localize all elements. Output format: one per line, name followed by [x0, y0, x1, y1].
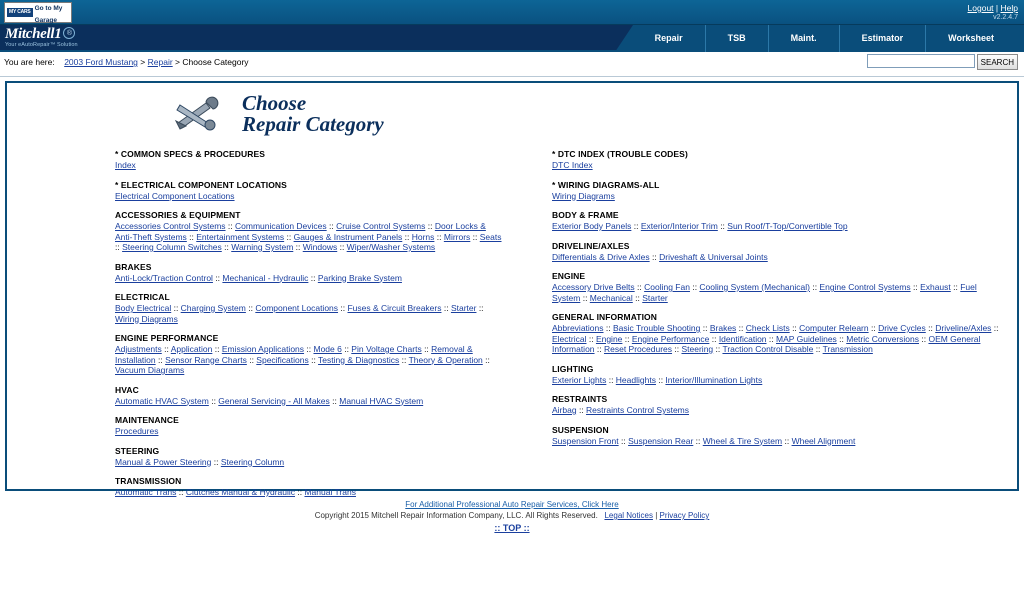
category-link[interactable]: Communication Devices: [235, 221, 327, 231]
link-separator: ::: [689, 282, 700, 292]
category-link-list: [115, 344, 502, 376]
category-group: [552, 425, 1007, 447]
category-group: [552, 149, 1007, 171]
category-link-list: [552, 191, 1007, 202]
category-link[interactable]: Abbreviations: [552, 323, 604, 333]
category-link[interactable]: Traction Control Disable: [722, 344, 814, 354]
category-group-title: TRANSMISSION: [115, 476, 182, 486]
go-to-my-garage-button[interactable]: [4, 2, 72, 23]
panel-header: [7, 83, 1017, 141]
category-group-title: * ELECTRICAL COMPONENT LOCATIONS: [115, 179, 287, 190]
category-link-list: [552, 323, 1007, 355]
link-separator: ::: [766, 333, 776, 344]
category-link[interactable]: Procedures: [115, 426, 159, 436]
category-link[interactable]: Specifications: [256, 354, 309, 365]
link-separator: ::: [186, 231, 197, 242]
link-separator: ::: [421, 344, 432, 354]
privacy-policy-link[interactable]: Privacy Policy: [659, 511, 710, 520]
category-group-title: * COMMON SPECS & PROCEDURES: [115, 149, 266, 159]
version-label: v2.2.4.7: [993, 14, 1018, 21]
category-group: [115, 476, 502, 498]
category-link[interactable]: Mechanical: [589, 292, 633, 303]
category-group-title: LIGHTING: [552, 363, 594, 374]
link-separator: ::: [115, 242, 123, 252]
category-link-list: [115, 457, 502, 468]
link-separator: ::: [809, 282, 820, 292]
category-group: [115, 415, 502, 437]
category-link-list: [115, 221, 502, 253]
main-nav-tabs: [615, 25, 1024, 52]
category-link[interactable]: Metric Conversions: [846, 333, 919, 344]
breadcrumb-current: Choose Category: [182, 57, 249, 67]
link-separator: ::: [425, 221, 435, 231]
category-link-list: [552, 405, 1007, 416]
category-link[interactable]: Cooling Fan: [644, 282, 690, 292]
search-button[interactable]: SEARCH: [977, 54, 1018, 70]
category-group-title: RESTRAINTS: [552, 394, 608, 404]
breadcrumb-prefix: You are here:: [4, 57, 55, 67]
link-separator: ::: [603, 323, 613, 333]
mitchell1-logo[interactable]: [5, 26, 78, 49]
category-group: [115, 446, 502, 468]
category-group: [552, 364, 1007, 386]
repair-category-panel: [5, 81, 1019, 497]
category-link[interactable]: Component Locations: [255, 303, 339, 313]
category-link[interactable]: Cruise Control Systems: [336, 221, 426, 231]
link-separator: ::: [709, 333, 719, 344]
link-separator: ::: [211, 456, 221, 467]
link-separator: ::: [991, 323, 999, 333]
tab-worksheet[interactable]: Worksheet: [948, 33, 994, 43]
category-link-list: [552, 252, 1007, 263]
link-separator: ::: [284, 231, 294, 242]
link-separator: ::: [736, 323, 746, 333]
category-link[interactable]: Seats: [479, 231, 502, 242]
link-separator: ::: [221, 242, 232, 252]
garage-label-line1: Go to My: [34, 4, 63, 12]
link-separator: ::: [304, 344, 314, 354]
category-link[interactable]: Door Locks & Anti-Theft Systems: [115, 221, 486, 242]
category-group: [552, 241, 1007, 263]
right-category-column: [512, 149, 1017, 507]
category-link[interactable]: Exterior Body Panels: [552, 221, 632, 231]
category-link[interactable]: Automatic HVAC System: [115, 395, 209, 406]
link-separator: ::: [919, 333, 929, 344]
category-link-list: [552, 221, 1007, 232]
my-cars-logo: MY CARS: [9, 9, 31, 15]
category-link[interactable]: Emission Applications: [221, 344, 305, 354]
registered-trademark-icon: ®: [63, 27, 75, 39]
link-separator: ::: [813, 344, 823, 354]
category-link[interactable]: Engine Control Systems: [819, 282, 911, 292]
category-link[interactable]: General Servicing - All Makes: [218, 395, 330, 406]
category-group-title: ELECTRICAL: [115, 292, 170, 302]
link-separator: ::: [789, 323, 800, 333]
link-separator: ::: [631, 221, 641, 231]
category-link[interactable]: Windows: [302, 242, 338, 252]
category-group-title: ACCESSORIES & EQUIPMENT: [115, 210, 241, 220]
category-link[interactable]: Starter: [642, 292, 668, 303]
category-link[interactable]: Vacuum Diagrams: [115, 365, 185, 375]
link-separator: ::: [329, 395, 340, 406]
footer-sep: |: [655, 511, 658, 520]
link-separator: ::: [161, 344, 171, 354]
category-link[interactable]: Manual & Power Steering: [115, 456, 212, 467]
page-body: [0, 77, 1024, 610]
link-separator: ::: [212, 272, 223, 283]
link-separator: ::: [246, 354, 257, 365]
garage-label-line2: Garage: [34, 16, 57, 24]
category-link[interactable]: Suspension Front: [552, 435, 619, 446]
link-separator: ::: [594, 344, 604, 354]
category-group-title: GENERAL INFORMATION: [552, 312, 657, 322]
tab-estimator[interactable]: Estimator: [840, 25, 927, 52]
category-link[interactable]: Computer Relearn: [799, 323, 869, 333]
link-separator: ::: [649, 251, 660, 262]
category-link-list: [115, 303, 502, 324]
category-link[interactable]: Theory & Operation: [408, 354, 483, 365]
category-link[interactable]: Removal & Installation: [115, 344, 473, 365]
link-separator: ::: [482, 354, 490, 365]
category-group: [115, 385, 502, 407]
category-link[interactable]: Interior/Illumination Lights: [665, 374, 763, 385]
category-link[interactable]: Sensor Range Charts: [165, 354, 247, 365]
category-link-list: [115, 160, 502, 171]
category-link[interactable]: Adjustments: [115, 344, 162, 354]
category-link[interactable]: Restraints Control Systems: [586, 405, 690, 415]
link-separator: ::: [337, 242, 347, 252]
link-separator: ::: [399, 354, 409, 365]
links-divider: |: [995, 3, 999, 13]
category-link[interactable]: Pin Voltage Charts: [351, 344, 422, 354]
back-to-top-link[interactable]: :: TOP ::: [494, 523, 530, 533]
category-link[interactable]: Wiring Diagrams: [115, 313, 178, 324]
brand-name: Mitchell1: [5, 26, 62, 42]
category-link[interactable]: Electrical Component Locations: [115, 190, 235, 201]
category-link[interactable]: Driveshaft & Universal Joints: [659, 251, 768, 262]
pro-services-link[interactable]: For Additional Professional Auto Repair Services, Click Here: [405, 500, 619, 509]
category-link[interactable]: Index: [115, 160, 136, 170]
top-bar: [0, 0, 1024, 25]
category-link[interactable]: Drive Cycles: [878, 323, 926, 333]
link-separator: ::: [634, 282, 645, 292]
category-group-title: BODY & FRAME: [552, 210, 619, 220]
wrench-screwdriver-icon: [172, 93, 234, 135]
category-link-list: [552, 160, 1007, 171]
category-group-title: * DTC INDEX (TROUBLE CODES): [552, 149, 688, 159]
category-link[interactable]: Warning System: [231, 242, 294, 252]
link-separator: ::: [402, 231, 412, 242]
category-link[interactable]: Accessories Control Systems: [115, 221, 226, 231]
link-separator: ::: [622, 333, 632, 344]
category-link[interactable]: Steering Column: [220, 456, 285, 467]
breadcrumb-sep-2: >: [175, 57, 181, 67]
category-link[interactable]: Automatic Trans: [115, 487, 177, 497]
category-link[interactable]: Steering: [681, 344, 714, 354]
category-link[interactable]: Headlights: [615, 374, 656, 385]
link-separator: ::: [295, 487, 305, 497]
link-separator: ::: [655, 374, 666, 385]
link-separator: ::: [225, 221, 235, 231]
legal-notices-link[interactable]: Legal Notices: [604, 511, 653, 520]
category-link[interactable]: Engine Performance: [631, 333, 710, 344]
category-link[interactable]: Charging System: [180, 303, 246, 313]
copyright-text: Copyright 2015 Mitchell Repair Information Company, LLC. All Rights Reserved.: [314, 511, 598, 520]
category-link[interactable]: Mode 6: [313, 344, 342, 354]
breadcrumb-bar: [0, 52, 1024, 77]
tab-repair[interactable]: Repair: [633, 25, 706, 52]
link-separator: ::: [341, 344, 352, 354]
link-separator: ::: [836, 333, 847, 344]
brand-tagline: Your eAutoRepair™ Solution: [5, 42, 78, 48]
category-link[interactable]: Mechanical - Hydraulic: [222, 272, 309, 283]
link-separator: ::: [326, 221, 337, 231]
category-link-list: [115, 487, 502, 498]
category-link-list: [115, 426, 502, 437]
category-link[interactable]: Reset Procedures: [603, 344, 673, 354]
nav-bar: [0, 25, 1024, 52]
link-separator: ::: [576, 405, 587, 415]
category-link[interactable]: Manual HVAC System: [339, 395, 424, 406]
category-link-list: [115, 396, 502, 407]
link-separator: ::: [212, 344, 222, 354]
category-link[interactable]: Horns: [411, 231, 435, 242]
category-group: [552, 210, 1007, 232]
link-separator: ::: [868, 323, 879, 333]
category-link[interactable]: Starter: [450, 303, 477, 313]
link-separator: ::: [693, 435, 703, 446]
link-separator: ::: [155, 354, 166, 365]
category-group: [115, 149, 502, 171]
category-group: [552, 394, 1007, 416]
category-link[interactable]: Wiring Diagrams: [552, 190, 615, 201]
category-link[interactable]: Suspension Rear: [628, 435, 694, 446]
category-link-list: [115, 191, 502, 202]
link-separator: ::: [171, 303, 181, 313]
category-link[interactable]: Accessory Drive Belts: [552, 282, 635, 292]
category-link[interactable]: Wheel & Tire System: [702, 435, 783, 446]
top-right-links: [968, 3, 1018, 23]
category-link[interactable]: Fuel System: [552, 282, 977, 303]
category-link-list: [552, 375, 1007, 386]
category-link[interactable]: OEM General Information: [552, 333, 981, 354]
link-separator: ::: [606, 374, 616, 385]
category-group: [115, 292, 502, 324]
category-group: [115, 180, 502, 202]
category-link[interactable]: Sun Roof/T-Top/Convertible Top: [727, 221, 848, 231]
category-columns: [7, 141, 1017, 507]
category-group-title: ENGINE: [552, 271, 586, 281]
category-link[interactable]: Wiper/Washer Systems: [346, 242, 436, 252]
category-link[interactable]: Airbag: [552, 405, 577, 415]
category-link[interactable]: MAP Guidelines: [776, 333, 837, 344]
category-group: [115, 333, 502, 376]
category-link[interactable]: Exhaust: [920, 282, 951, 292]
link-separator: ::: [338, 303, 348, 313]
link-separator: ::: [910, 282, 921, 292]
category-link[interactable]: Transmission: [822, 344, 873, 354]
link-separator: ::: [672, 344, 682, 354]
link-separator: ::: [476, 303, 484, 313]
category-group: [115, 262, 502, 284]
category-link[interactable]: Mirrors: [443, 231, 471, 242]
copyright-line: [5, 510, 1019, 521]
link-separator: ::: [586, 333, 596, 344]
link-separator: ::: [441, 303, 451, 313]
category-link[interactable]: Parking Brake System: [317, 272, 402, 283]
category-link[interactable]: Clutches Manual & Hydraulic: [185, 487, 296, 497]
category-link-list: [552, 282, 1007, 303]
logout-link[interactable]: Logout: [967, 3, 994, 13]
category-link-list: [552, 436, 1007, 447]
link-separator: ::: [308, 354, 319, 365]
link-separator: ::: [245, 303, 256, 313]
category-link[interactable]: Steering Column Switches: [122, 242, 222, 252]
category-link[interactable]: Cooling System (Mechanical): [699, 282, 810, 292]
category-link[interactable]: Fuses & Circuit Breakers: [347, 303, 442, 313]
page-title-line2: Repair Category: [242, 112, 384, 136]
link-separator: ::: [717, 221, 728, 231]
category-link[interactable]: Manual Trans: [304, 487, 356, 497]
search-input[interactable]: [867, 54, 975, 68]
breadcrumb-repair-link[interactable]: Repair: [147, 57, 173, 67]
category-group-title: * WIRING DIAGRAMS-ALL: [552, 179, 660, 190]
link-separator: ::: [470, 231, 480, 242]
category-link[interactable]: Differentials & Drive Axles: [552, 251, 650, 262]
link-separator: ::: [950, 282, 961, 292]
link-separator: ::: [293, 242, 303, 252]
category-link[interactable]: Engine: [595, 333, 623, 344]
help-link[interactable]: Help: [1000, 3, 1018, 13]
category-link[interactable]: DTC Index: [552, 160, 593, 170]
link-separator: ::: [580, 292, 590, 303]
category-link-list: [115, 273, 502, 284]
category-group: [552, 271, 1007, 303]
nav-slant-decoration: [615, 25, 633, 52]
category-group: [115, 210, 502, 253]
category-link[interactable]: Check Lists: [745, 323, 790, 333]
link-separator: ::: [713, 344, 723, 354]
link-separator: ::: [632, 292, 643, 303]
category-link[interactable]: Anti-Lock/Traction Control: [115, 272, 213, 283]
link-separator: ::: [308, 272, 318, 283]
category-link[interactable]: Exterior/Interior Trim: [640, 221, 718, 231]
tab-maint[interactable]: Maint.: [769, 25, 840, 52]
category-group: [552, 312, 1007, 355]
page-title-line1: Choose: [242, 91, 307, 115]
tab-tsb[interactable]: TSB: [706, 25, 769, 52]
category-link[interactable]: Body Electrical: [115, 303, 172, 313]
category-group-title: STEERING: [115, 445, 160, 456]
category-group-title: SUSPENSION: [552, 424, 609, 435]
category-link[interactable]: Identification: [718, 333, 767, 344]
link-separator: ::: [925, 323, 936, 333]
category-group-title: BRAKES: [115, 261, 152, 272]
category-link[interactable]: Electrical: [552, 333, 587, 344]
category-link[interactable]: Application: [170, 344, 213, 354]
category-group-title: MAINTENANCE: [115, 415, 179, 425]
category-group-title: ENGINE PERFORMANCE: [115, 333, 219, 343]
search-area: [867, 54, 1018, 70]
category-group: [552, 180, 1007, 202]
link-separator: ::: [434, 231, 444, 242]
category-group-title: HVAC: [115, 384, 139, 395]
category-link[interactable]: Entertainment Systems: [196, 231, 285, 242]
category-link[interactable]: Brakes: [709, 323, 737, 333]
link-separator: ::: [782, 435, 792, 446]
link-separator: ::: [176, 487, 186, 497]
breadcrumb-sep-1: >: [140, 57, 146, 67]
category-link[interactable]: Wheel Alignment: [791, 435, 856, 446]
category-link[interactable]: Basic Trouble Shooting: [612, 323, 701, 333]
left-category-column: [7, 149, 512, 507]
link-separator: ::: [208, 395, 219, 406]
category-link[interactable]: Driveline/Axles: [935, 323, 992, 333]
link-separator: ::: [618, 435, 629, 446]
category-link[interactable]: Testing & Diagnostics: [318, 354, 400, 365]
category-link[interactable]: Gauges & Instrument Panels: [293, 231, 403, 242]
link-separator: ::: [700, 323, 710, 333]
category-group-title: DRIVELINE/AXLES: [552, 240, 630, 251]
category-link[interactable]: Exterior Lights: [552, 374, 607, 385]
breadcrumb-vehicle-link[interactable]: 2003 Ford Mustang: [64, 57, 138, 67]
